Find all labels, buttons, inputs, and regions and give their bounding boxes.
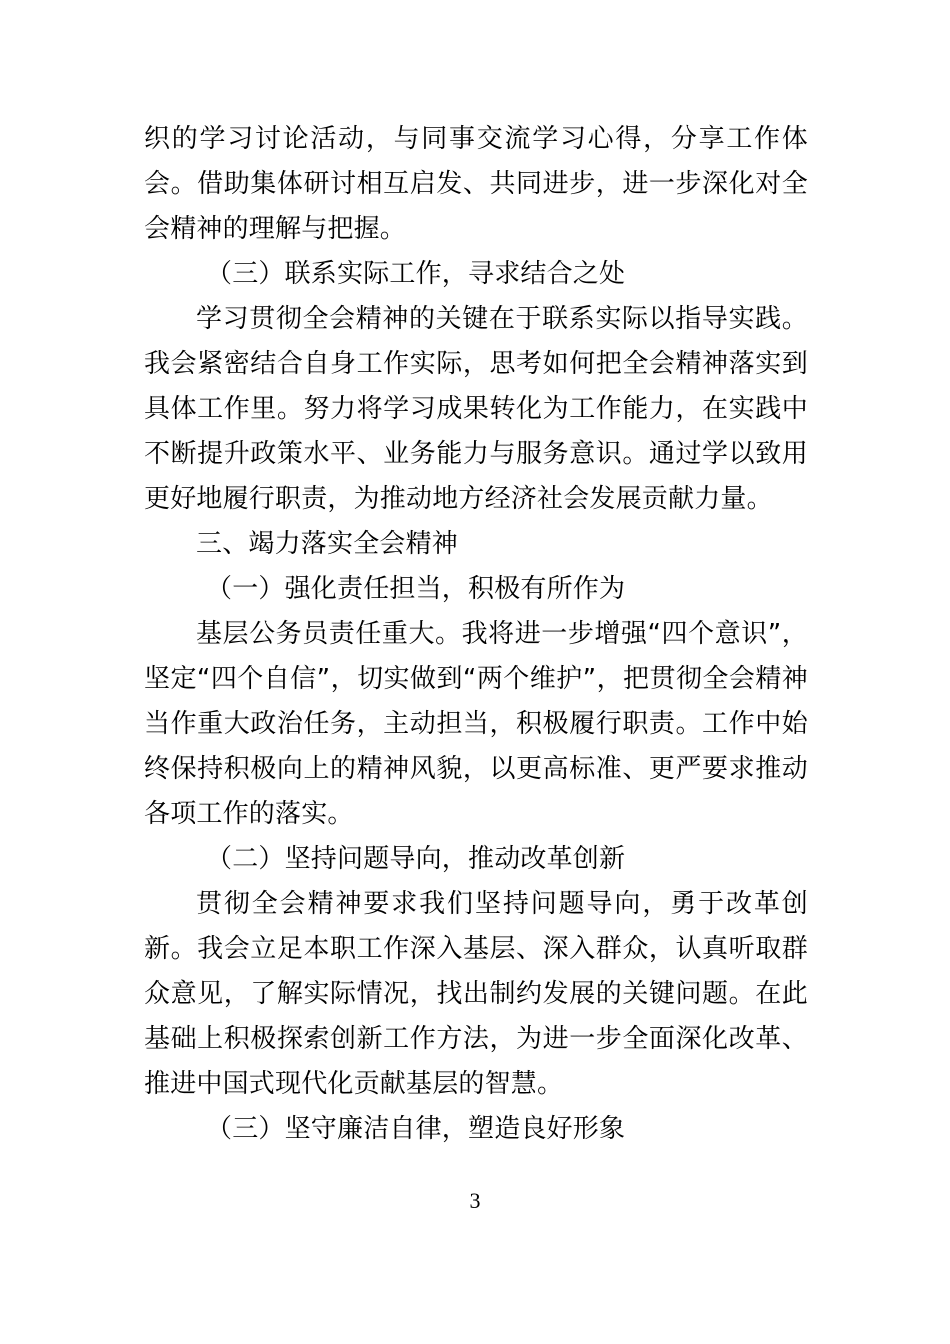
paragraph-responsibility: 基层公务员责任重大。我将进一步增强“四个意识”，坚定“四个自信”，切实做到“两个维护”，把贯彻全会精神当作重大政治任务，主动担当，积极履行职责。工作中始终保持积极向上的精神风貌，以更高标准、更严要求推动各项工作的落实。 (144, 619, 808, 829)
subheading-problem-oriented: （二）坚持问题导向，推动改革创新 (206, 844, 626, 874)
subheading-integrity: （三）坚守廉洁自律，塑造良好形象 (206, 1114, 626, 1144)
section-heading-3: 三、竭力落实全会精神 (196, 529, 459, 559)
subheading-3-1: （三）联系实际工作，寻求结合之处 (206, 259, 626, 289)
paragraph-practice: 学习贯彻全会精神的关键在于联系实际以指导实践。我会紧密结合自身工作实际，思考如何把全会精神落实到具体工作里。努力将学习成果转化为工作能力，在实践中不断提升政策水平、业务能力与服务意识。通过学以致用更好地履行职责，为推动地方经济社会发展贡献力量。 (144, 304, 808, 514)
page-number: 3 (469, 1188, 481, 1213)
paragraph-continued: 织的学习讨论活动，与同事交流学习心得，分享工作体会。借助集体研讨相互启发、共同进步，进一步深化对全会精神的理解与把握。 (144, 124, 808, 244)
paragraph-problem-oriented: 贯彻全会精神要求我们坚持问题导向，勇于改革创新。我会立足本职工作深入基层、深入群众，认真听取群众意见，了解实际情况，找出制约发展的关键问题。在此基础上积极探索创新工作方法，为进一步全面深化改革、推进中国式现代化贡献基层的智慧。 (144, 889, 808, 1099)
document-body (144, 117, 808, 1152)
subheading-responsibility: （一）强化责任担当，积极有所作为 (206, 574, 626, 604)
